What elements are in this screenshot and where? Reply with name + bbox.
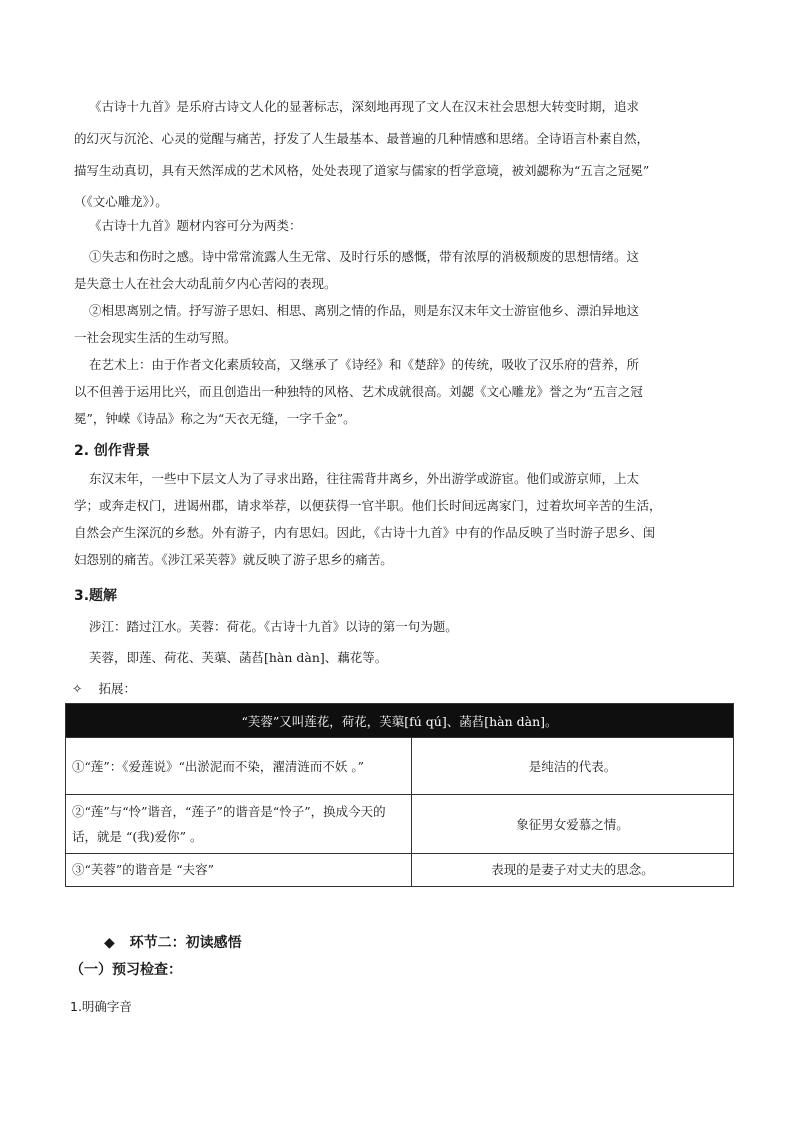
table-cell-right: 象征男女爱慕之情。 — [412, 795, 734, 854]
table-cell-right: 表现的是妻子对丈夫的思念。 — [412, 854, 734, 887]
intro-line: 以不但善于运用比兴，而且创造出一种独特的风格、艺术成就很高。刘勰《文心雕龙》誉之为“五言之冠 — [74, 384, 643, 399]
section-heading: 3.题解 — [74, 588, 118, 604]
section2-subheading: （一）预习检查： — [70, 962, 182, 978]
background-line: 妇怨别的痛苦。《涉江采芙蓉》就反映了游子思乡的痛苦。 — [74, 552, 393, 567]
table-header-cell: “芙蓉”又叫莲花，荷花，芙蕖[fú qú]、菡萏[hàn dàn]。 — [66, 704, 734, 738]
intro-line: ②相思离别之情。抒写游子思妇、相思、离别之情的作品，则是东汉末年文士游宦他乡、漂泊异地这 — [89, 303, 640, 318]
extension-label: 拓展： — [98, 681, 136, 696]
section2-heading: 环节二：初读感悟 — [129, 935, 242, 951]
intro-line: （《文心雕龙》）。 — [74, 194, 168, 209]
intro-line: 描写生动真切，具有天然浑成的艺术风格，处处表现了道家与儒家的哲学意境，被刘勰称为“五言之冠冕” — [74, 163, 650, 178]
intro-line: 的幻灭与沉沦、心灵的觉醒与痛苦，抒发了人生最基本、最普遍的几种情感和思绪。全诗语言朴素自然， — [74, 131, 650, 146]
table-cell-right: 是纯洁的代表。 — [412, 738, 734, 795]
intro-line: 冕”，钟嵘《诗品》称之为“天衣无缝，一字千金”。 — [74, 411, 356, 426]
intro-line: ①失志和伤时之感。诗中常常流露人生无常、及时行乐的感慨，带有浓厚的消极颓废的思想情绪。这 — [89, 249, 640, 264]
section2-heading-row — [104, 934, 242, 952]
intro-line: 是失意士人在社会大动乱前夕内心苦闷的表现。 — [74, 276, 337, 291]
background-line: 学；或奔走权门，进谒州郡，请求举荐，以便获得一官半职。他们长时间远离家门，过着坎坷辛苦的生活， — [74, 498, 662, 513]
table-cell-left: ③“芙蓉”的谐音是 “夫容” — [66, 854, 412, 887]
background-line: 东汉末年，一些中下层文人为了寻求出路，往往需背井离乡，外出游学或游宦。他们或游京师，上太 — [89, 471, 640, 486]
intro-line: 在艺术上：由于作者文化素质较高，又继承了《诗经》和《楚辞》的传统，吸收了汉乐府的营养，所 — [89, 357, 640, 372]
section-heading: 2. 创作背景 — [74, 443, 150, 459]
extension-label-row — [72, 680, 136, 698]
intro-line: 一社会现实生活的生动写照。 — [74, 330, 237, 345]
background-line: 自然会产生深沉的乡愁。外有游子，内有思妇。因此，《古诗十九首》中有的作品反映了当时游子思乡、闺 — [74, 525, 656, 540]
diamond-outline-icon: ✧ — [72, 681, 83, 696]
table-cell-left: ②“莲”与“怜”谐音，“莲子”的谐音是“怜子”，换成今天的话，就是 “(我)爱你” 。 — [66, 795, 412, 854]
intro-line: 《古诗十九首》是乐府古诗文人化的显著标志，深刻地再现了文人在汉末社会思想大转变时期，追求 — [89, 99, 640, 114]
intro-line: 《古诗十九首》题材内容可分为两类： — [89, 218, 302, 233]
explanation-line: 涉江：踏过江水。芙蓉：荷花。《古诗十九首》以诗的第一句为题。 — [89, 619, 458, 634]
table-cell-left: ①“莲”：《爱莲说》“出淤泥而不染，濯清涟而不妖 。” — [66, 738, 412, 795]
section2-item: 1.明确字音 — [70, 999, 132, 1014]
diamond-solid-icon: ◆ — [104, 935, 115, 951]
explanation-line: 芙蓉，即莲、荷花、芙蕖、菡萏[hàn dàn]、藕花等。 — [89, 650, 388, 665]
extension-table — [65, 703, 734, 887]
